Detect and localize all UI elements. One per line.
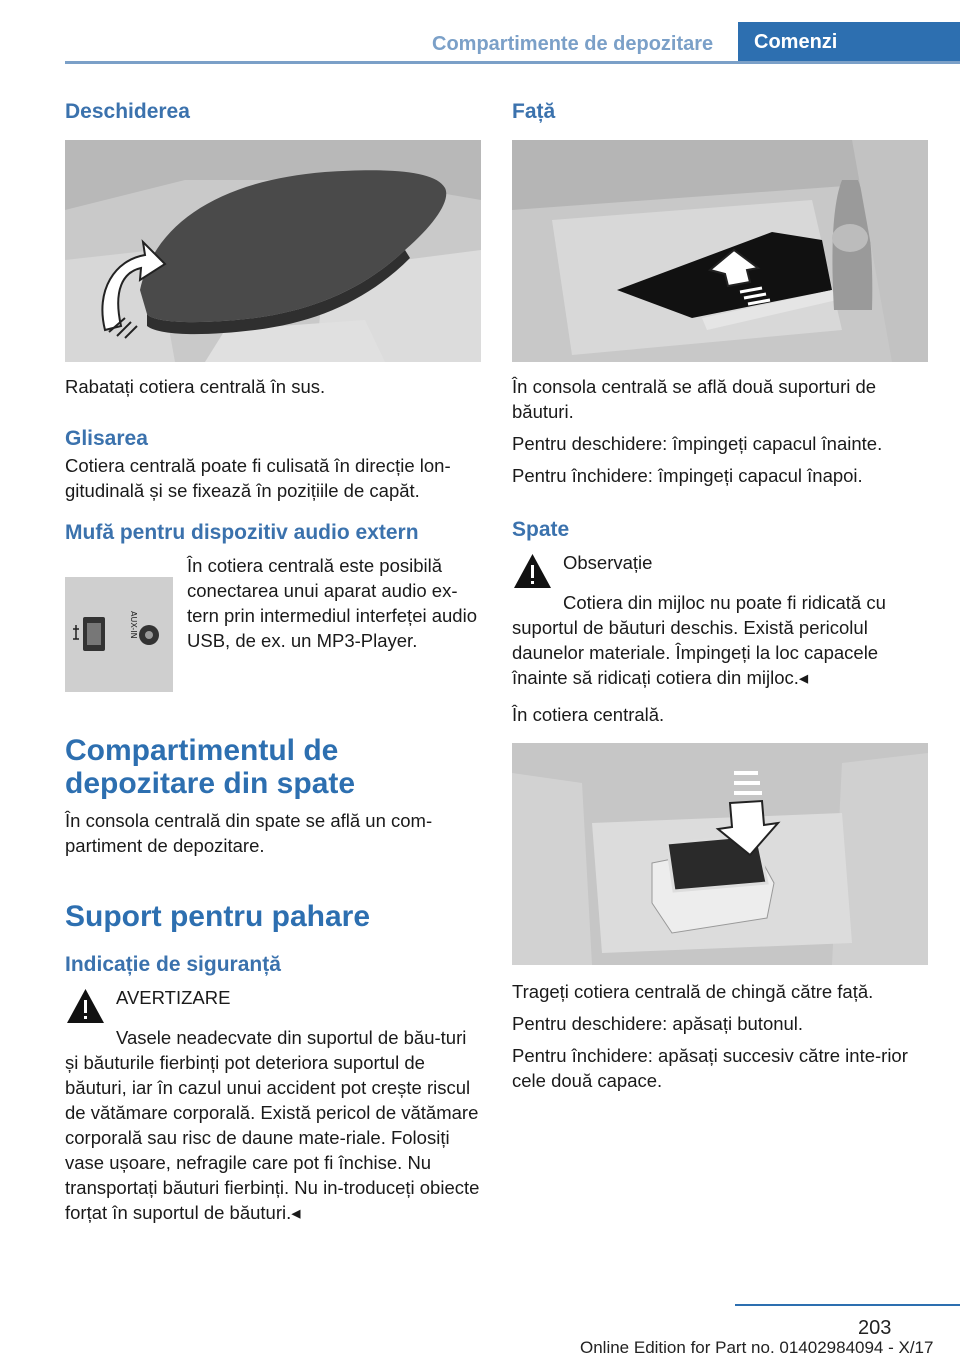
armrest-open-image [65, 140, 481, 362]
left-column [65, 100, 481, 1225]
fata-text-2: Pentru deschidere: împingeți capacul înainte. [512, 433, 883, 454]
aux-in-label: AUX-IN [129, 611, 138, 639]
armrest-open-illustration [65, 140, 481, 362]
usb-aux-socket-illustration [65, 577, 173, 692]
page-number: 203 [858, 1317, 892, 1339]
right-column [512, 100, 928, 1093]
heading-deschiderea: Deschiderea [65, 100, 190, 123]
heading-spate: Spate [512, 518, 570, 541]
glisarea-text: Cotiera centrală poate fi culisată în direcție lon-gitudinală și se fixează în pozițiile de capăt. [65, 455, 451, 501]
heading-suport: Suport pentru pahare [65, 900, 371, 933]
spate-text-3: Pentru deschidere: apăsați butonul. [512, 1013, 804, 1034]
spate-text-2: Trageți cotiera centrală de chingă către față. [512, 981, 874, 1002]
heading-mufa: Mufă pentru dispozitiv audio extern [65, 521, 419, 544]
header-chapter-tab: Comenzi [738, 22, 960, 62]
header-rule [65, 61, 960, 64]
avertizare-text: Vasele neadecvate din suportul de bău-turi și băuturile fierbinți pot deteriora suportul de băuturi, iar în cazul unui accident pot crește riscul de vătămare corporală. Există pericol de vătămare corporală sau risc de daune mate-riale. Folosiți vase ușoare, nefragile care pot fi închise. Nu transportați băuturi fierbinți. Nu in-troduceți obiecte forțat în suportul de băuturi.◂ [65, 1027, 480, 1223]
observatie-label: Observație [563, 552, 653, 573]
fata-text-1: În consola centrală se află două suporturi de băuturi. [512, 376, 877, 422]
rear-cupholder-image [512, 743, 928, 965]
heading-fata: Față [512, 100, 556, 123]
rear-cupholder-illustration [512, 743, 928, 965]
warning-triangle-icon [512, 552, 553, 590]
spate-text-1: În cotiera centrală. [512, 704, 665, 725]
heading-compartiment: Compartimentul de depozitare din spate [65, 734, 356, 800]
heading-glisarea: Glisarea [65, 427, 148, 450]
usb-aux-image [65, 577, 173, 692]
mufa-text: În cotiera centrală este posibilă conectarea unui aparat audio ex-tern prin intermediul interfeței audio USB, de ex. un MP3-Player. [187, 555, 477, 651]
compartiment-text: În consola centrală din spate se află un com-partiment de depozitare. [65, 810, 433, 856]
observatie-text: Cotiera din mijloc nu poate fi ridicată cu suportul de băuturi deschis. Există pericolul daunelor materiale. Împingeți la loc capacele înainte să ridicați cotiera din mijloc.◂ [512, 592, 886, 688]
header-section: Compartimente de depozitare [432, 33, 714, 55]
footer-edition: Online Edition for Part no. 01402984094 - X/17 [580, 1338, 934, 1357]
footer-rule [735, 1304, 960, 1306]
avertizare-label: AVERTIZARE [116, 987, 231, 1008]
warning-triangle-icon [65, 987, 106, 1025]
front-cupholder-image [512, 140, 928, 362]
deschiderea-text: Rabatați cotiera centrală în sus. [65, 376, 326, 397]
heading-indicatie: Indicație de siguranță [65, 953, 281, 976]
fata-text-3: Pentru închidere: împingeți capacul înapoi. [512, 465, 863, 486]
spate-text-4: Pentru închidere: apăsați succesiv către inte-rior cele două capace. [512, 1045, 908, 1091]
front-cupholder-illustration [512, 140, 928, 362]
